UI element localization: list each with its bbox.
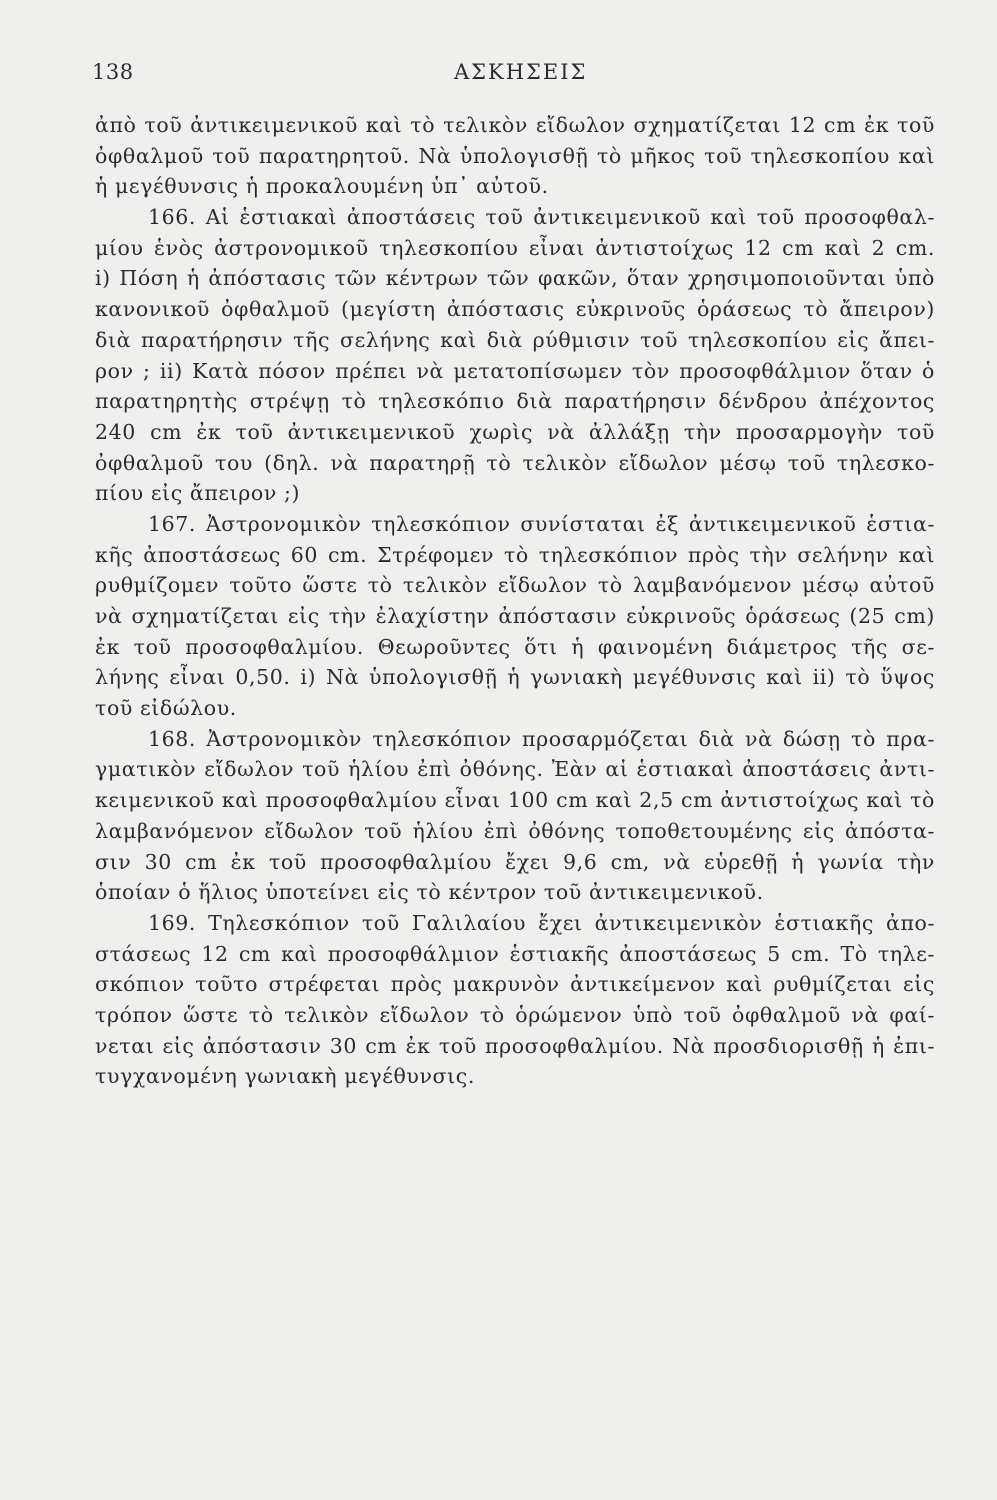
text-line: ὁποίαν ὁ ἥλιος ὑποτείνει εἰς τὸ κέντρον τοῦ ἀντικειμενικοῦ. — [95, 880, 764, 905]
text-line: σιν 30 cm ἐκ τοῦ προσοφθαλμίου ἔχει 9,6 cm, νὰ εὑρεθῇ ἡ γωνία τὴν — [95, 849, 935, 874]
body-text — [95, 110, 935, 1092]
text-line: 166. Αἱ ἑστιακαὶ ἀποστάσεις τοῦ ἀντικειμενικοῦ καὶ τοῦ προσοφθαλ- — [148, 205, 935, 230]
text-line: τρόπον ὥστε τὸ τελικὸν εἴδωλον τὸ ὁρώμενον ὑπὸ τοῦ ὀφθαλμοῦ νὰ φαί- — [95, 1002, 935, 1027]
text-line: 168. Ἀστρονομικὸν τηλεσκόπιον προσαρμόζεται διὰ νὰ δώσῃ τὸ πρα- — [148, 726, 935, 751]
text-line: νὰ σχηματίζεται εἰς τὴν ἐλαχίστην ἀπόστασιν εὐκρινοῦς ὁράσεως (25 cm) — [95, 604, 935, 628]
text-line: πίου εἰς ἄπειρον ;) — [95, 481, 301, 506]
text-line: σκόπιον τοῦτο στρέφεται πρὸς μακρυνὸν ἀντικείμενον καὶ ρυθμίζεται εἰς — [95, 972, 935, 997]
text-line: ἀπὸ τοῦ ἀντικειμενικοῦ καὶ τὸ τελικὸν εἴδωλον σχηματίζεται 12 cm ἐκ τοῦ — [95, 113, 935, 137]
text-line: μίου ἑνὸς ἀστρονομικοῦ τηλεσκοπίου εἶναι ἀντιστοίχως 12 cm καὶ 2 cm. — [95, 235, 935, 260]
text-line: κῆς ἀποστάσεως 60 cm. Στρέφομεν τὸ τηλεσκόπιον πρὸς τὴν σελήνην καὶ — [95, 542, 935, 567]
page-number: 138 — [92, 60, 134, 84]
running-title: ΑΣΚΗΣΕΙΣ — [454, 60, 588, 84]
text-line: ὀφθαλμοῦ του (δηλ. νὰ παρατηρῇ τὸ τελικὸν εἴδωλον μέσῳ τοῦ τηλεσκο- — [95, 450, 935, 475]
text-line: κειμενικοῦ καὶ προσοφθαλμίου εἶναι 100 cm καὶ 2,5 cm ἀντιστοίχως καὶ τὸ — [95, 788, 935, 813]
text-line: ρυθμίζομεν τοῦτο ὥστε τὸ τελικὸν εἴδωλον τὸ λαμβανόμενον μέσῳ αὐτοῦ — [95, 573, 935, 598]
text-line: κανονικοῦ ὀφθαλμοῦ (μεγίστη ἀπόστασις εὐκρινοῦς ὁράσεως τὸ ἄπειρον) — [95, 297, 935, 322]
text-line: τυγχανομένη γωνιακὴ μεγέθυνσις. — [95, 1064, 475, 1089]
text-line: ἡ μεγέθυνσις ἡ προκαλουμένη ὑπ᾽ αὐτοῦ. — [95, 174, 549, 199]
text-line: ὀφθαλμοῦ τοῦ παρατηρητοῦ. Νὰ ὑπολογισθῇ τὸ μῆκος τοῦ τηλεσκοπίου καὶ — [95, 143, 935, 168]
text-line: λαμβανόμενον εἴδωλον τοῦ ἡλίου ἐπὶ ὀθόνης τοποθετουμένης εἰς ἀπόστα- — [95, 818, 935, 843]
text-line: 167. Ἀστρονομικὸν τηλεσκόπιον συνίσταται ἐξ ἀντικειμενικοῦ ἑστια- — [148, 511, 935, 536]
text-line: στάσεως 12 cm καὶ προσοφθάλμιον ἑστιακῆς ἀποστάσεως 5 cm. Τὸ τηλε- — [95, 941, 935, 966]
text-line: 169. Τηλεσκόπιον τοῦ Γαλιλαίου ἔχει ἀντικειμενικὸν ἑστιακῆς ἀπο- — [148, 910, 935, 935]
text-line: τοῦ εἰδώλου. — [95, 696, 237, 721]
page-header — [92, 60, 932, 94]
text-line: παρατηρητὴς στρέψῃ τὸ τηλεσκόπιο διὰ παρατήρησιν δένδρου ἀπέχοντος — [95, 389, 935, 414]
text-line: λήνης εἶναι 0,50. i) Νὰ ὑπολογισθῇ ἡ γωνιακὴ μεγέθυνσις καὶ ii) τὸ ὕψος — [95, 665, 935, 690]
text-line: διὰ παρατήρησιν τῆς σελήνης καὶ διὰ ρύθμισιν τοῦ τηλεσκοπίου εἰς ἄπει- — [95, 327, 935, 352]
text-line: i) Πόση ἡ ἀπόστασις τῶν κέντρων τῶν φακῶν, ὅταν χρησιμοποιοῦνται ὑπὸ — [95, 266, 935, 291]
text-line: νεται εἰς ἀπόστασιν 30 cm ἐκ τοῦ προσοφθαλμίου. Νὰ προσδιορισθῇ ἡ ἐπι- — [95, 1033, 935, 1058]
text-line: ἐκ τοῦ προσοφθαλμίου. Θεωροῦντες ὅτι ἡ φαινομένη διάμετρος τῆς σε- — [95, 634, 935, 659]
text-line: 240 cm ἐκ τοῦ ἀντικειμενικοῦ χωρὶς νὰ ἀλλάξῃ τὴν προσαρμογὴν τοῦ — [95, 419, 935, 444]
text-line: ρον ; ii) Κατὰ πόσον πρέπει νὰ μετατοπίσωμεν τὸν προσοφθάλμιον ὅταν ὁ — [95, 358, 935, 383]
text-line: γματικὸν εἴδωλον τοῦ ἡλίου ἐπὶ ὀθόνης. Ἐὰν αἱ ἑστιακαὶ ἀποστάσεις ἀντι- — [95, 757, 935, 782]
